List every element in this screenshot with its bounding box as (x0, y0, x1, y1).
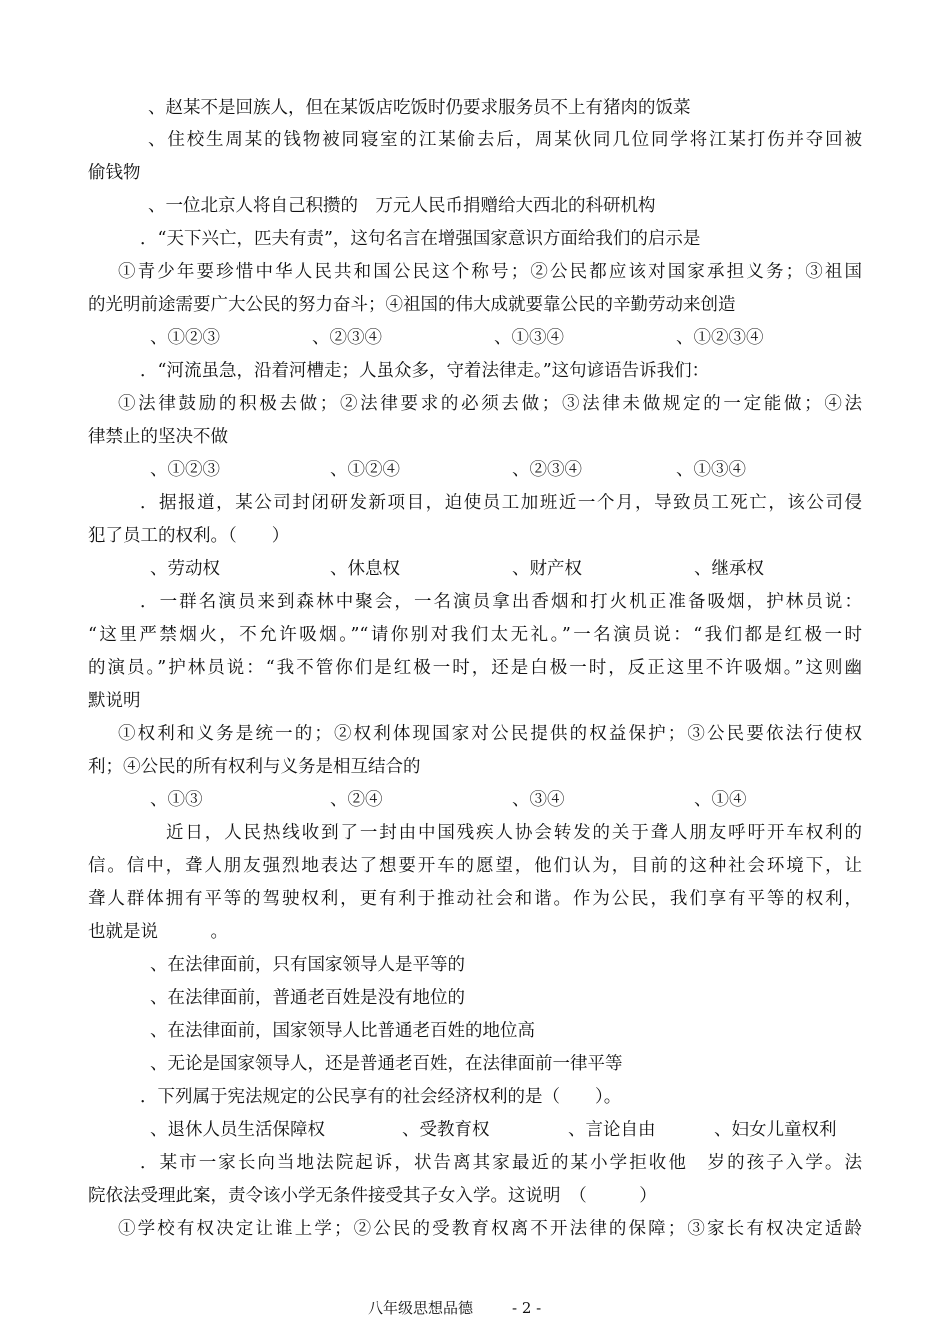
statement-line: 的光明前途需要广大公民的努力奋斗；④祖国的伟大成就要靠公民的辛勤劳动来创造 (88, 295, 736, 315)
answer-option: 、休息权 (330, 559, 400, 579)
answer-option: 、③④ (512, 790, 565, 810)
question-stem: 默说明 (88, 691, 141, 711)
question-stem: 信。信中，聋人朋友强烈地表达了想要开车的愿望，他们认为，目前的这种社会环境下，让 (88, 856, 862, 876)
option-line: 、赵某不是回族人，但在某饭店吃饭时仍要求服务员不上有猪肉的饭菜 (148, 98, 691, 118)
option-line: 、一位北京人将自己积攒的 万元人民币捐赠给大西北的科研机构 (148, 196, 656, 216)
answer-option: 、①②③ (150, 460, 220, 480)
answer-option: 、②③④ (312, 328, 382, 348)
option-line: 、住校生周某的钱物被同寝室的江某偷去后，周某伙同几位同学将江某打伤并夺回被 (148, 130, 862, 150)
question-stem: 的演员。”护林员说：“我不管你们是红极一时，还是白极一时，反正这里不许吸烟。”这则幽 (88, 658, 862, 678)
statement-line: ①学校有权决定让谁上学；②公民的受教育权离不开法律的保障；③家长有权决定适龄 (118, 1219, 862, 1239)
question-stem: “这里严禁烟火，不允许吸烟。”“请你别对我们太无礼。”一名演员说：“我们都是红极一时 (88, 625, 862, 645)
question-stem: ．“天下兴亡，匹夫有责”，这句名言在增强国家意识方面给我们的启示是 (140, 229, 701, 249)
question-stem: 犯了员工的权利。（ ） (88, 526, 290, 546)
answer-option: 、劳动权 (150, 559, 220, 579)
answer-option: 、在法律面前，只有国家领导人是平等的 (150, 955, 465, 975)
answer-option: 、①②④ (330, 460, 400, 480)
statement-line: ①权利和义务是统一的；②权利体现国家对公民提供的权益保护；③公民要依法行使权 (118, 724, 862, 744)
question-stem: ．据报道，某公司封闭研发新项目，迫使员工加班近一个月，导致员工死亡，该公司侵 (140, 493, 862, 513)
answer-option: 、退休人员生活保障权 (150, 1120, 325, 1140)
answer-option: 、①④ (694, 790, 747, 810)
statement-line: ①法律鼓励的积极去做；②法律要求的必须去做；③法律未做规定的一定能做；④法 (118, 394, 862, 414)
answer-option: 、继承权 (694, 559, 764, 579)
question-stem: ．一群名演员来到森林中聚会，一名演员拿出香烟和打火机正准备吸烟，护林员说： (140, 592, 862, 612)
question-stem: 近日，人民热线收到了一封由中国残疾人协会转发的关于聋人朋友呼吁开车权利的 (166, 823, 862, 843)
answer-option: 、无论是国家领导人，还是普通老百姓，在法律面前一律平等 (150, 1054, 623, 1074)
answer-option: 、②③④ (512, 460, 582, 480)
question-stem: 聋人群体拥有平等的驾驶权利，更有利于推动社会和谐。作为公民，我们享有平等的权利， (88, 889, 862, 909)
question-stem: ．下列属于宪法规定的公民享有的社会经济权利的是（ ）。 (140, 1087, 622, 1107)
option-line-continuation: 偷钱物 (88, 163, 141, 183)
question-stem: ．某市一家长向当地法院起诉，状告离其家最近的某小学拒收他 岁的孩子入学。法 (140, 1153, 862, 1173)
question-stem: ．“河流虽急，沿着河槽走；人虽众多，守着法律走。”这句谚语告诉我们： (140, 361, 710, 381)
answer-option: 、①②③④ (676, 328, 764, 348)
statement-line: 利；④公民的所有权利与义务是相互结合的 (88, 757, 421, 777)
answer-option: 、受教育权 (402, 1120, 490, 1140)
answer-option: 、②④ (330, 790, 383, 810)
question-stem: 也就是说 。 (88, 922, 228, 942)
answer-option: 、①②③ (150, 328, 220, 348)
page-number: - 2 - (512, 1299, 542, 1317)
answer-option: 、言论自由 (568, 1120, 656, 1140)
question-stem: 院依法受理此案，责令该小学无条件接受其子女入学。这说明 （ ） (88, 1186, 657, 1206)
answer-option: 、①③④ (676, 460, 746, 480)
answer-option: 、妇女儿童权利 (714, 1120, 837, 1140)
answer-option: 、①③ (150, 790, 203, 810)
answer-option: 、在法律面前，普通老百姓是没有地位的 (150, 988, 465, 1008)
answer-option: 、财产权 (512, 559, 582, 579)
statement-line: 律禁止的坚决不做 (88, 427, 228, 447)
answer-option: 、①③④ (494, 328, 564, 348)
statement-line: ①青少年要珍惜中华人民共和国公民这个称号；②公民都应该对国家承担义务；③祖国 (118, 262, 862, 282)
answer-option: 、在法律面前，国家领导人比普通老百姓的地位高 (150, 1021, 535, 1041)
footer-subject: 八年级思想品德 (368, 1299, 474, 1317)
